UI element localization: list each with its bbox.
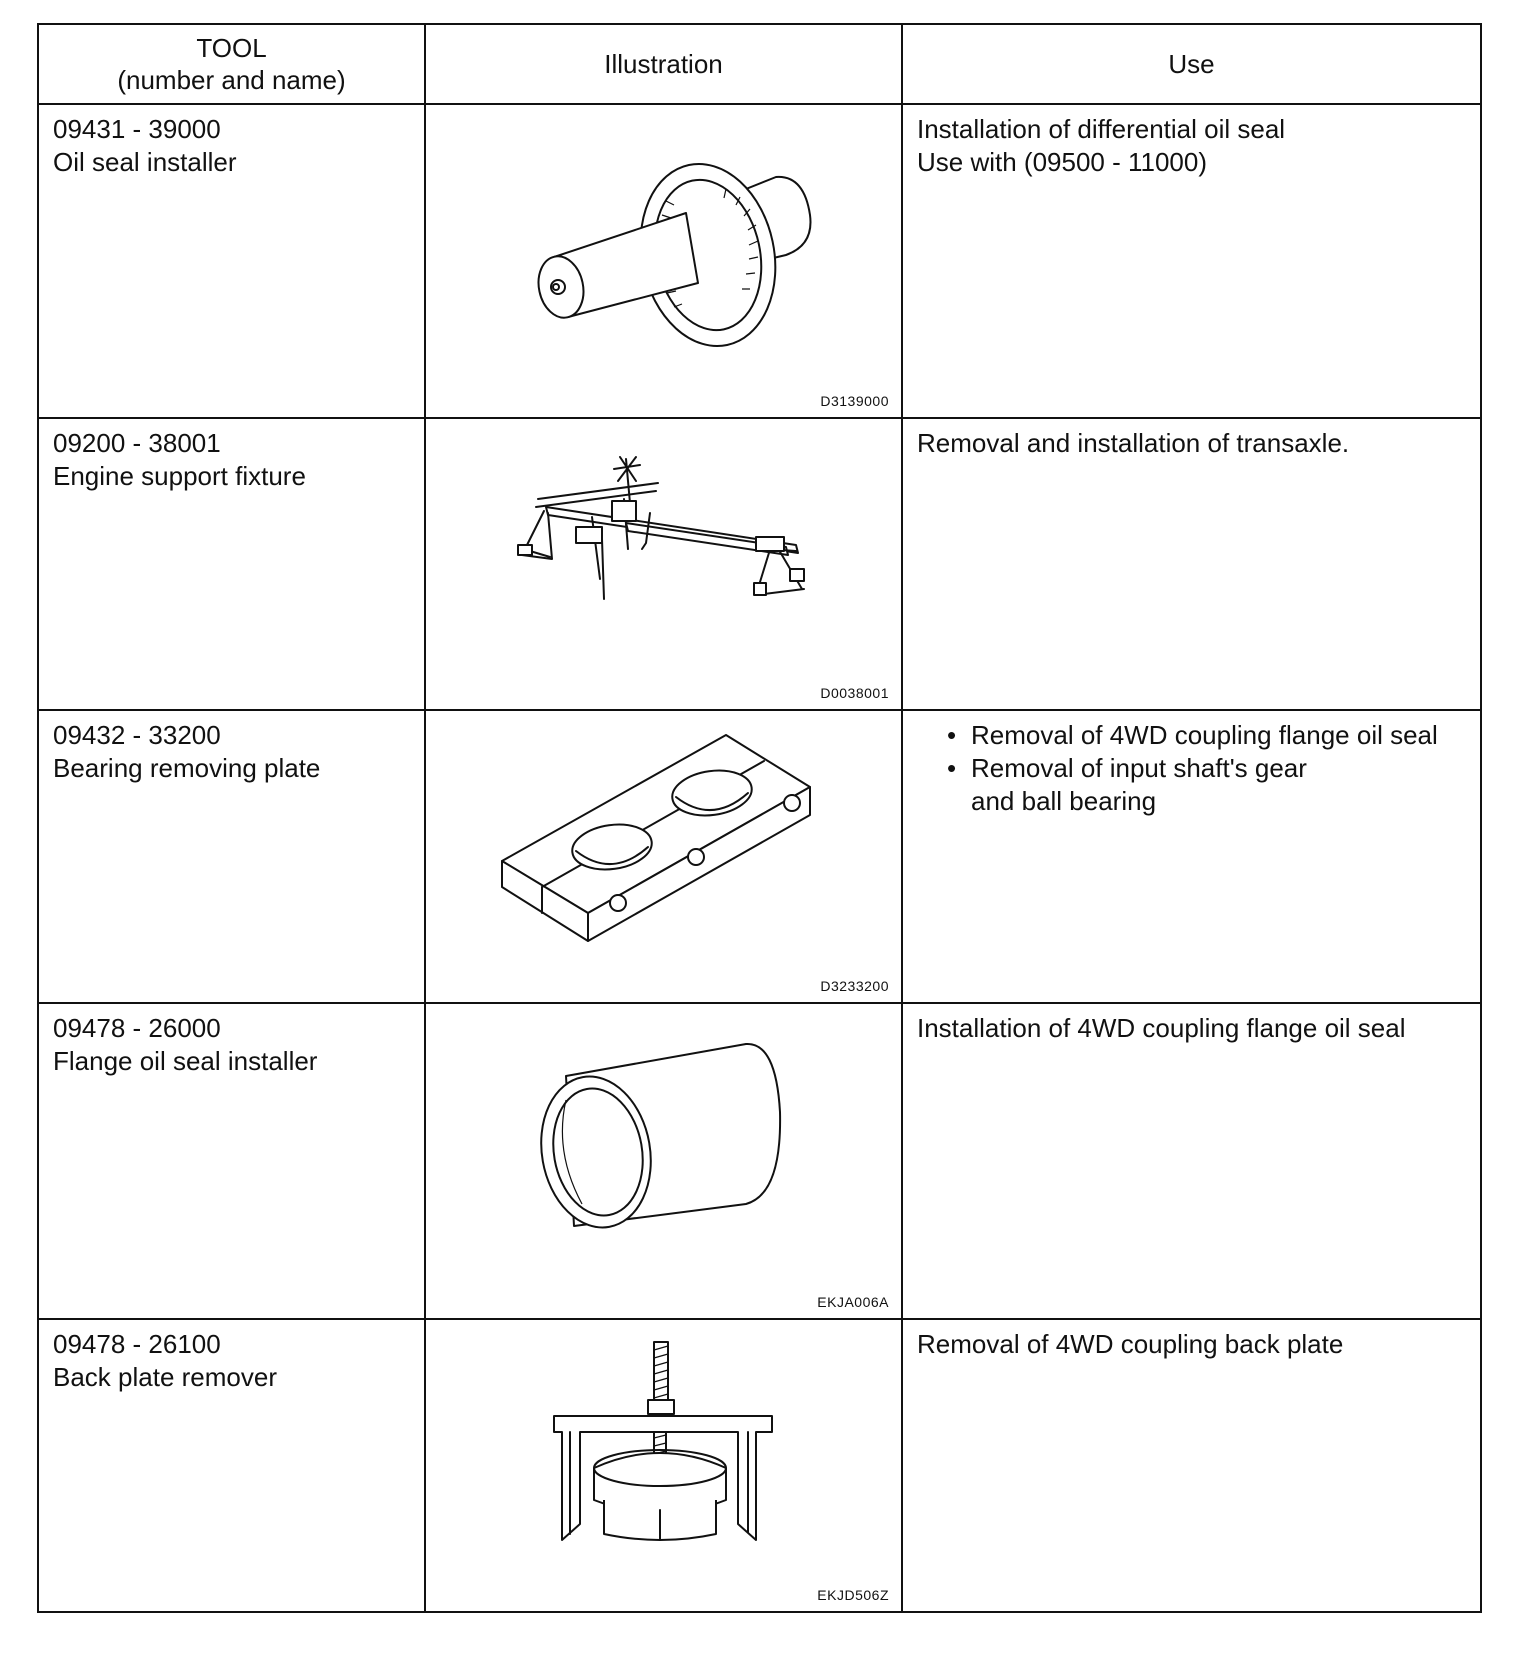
header-tool — [38, 24, 425, 104]
table-row — [38, 1003, 1481, 1319]
header-tool-title: TOOL — [196, 33, 267, 63]
tool-name: Oil seal installer — [53, 147, 237, 177]
use-cell — [902, 710, 1481, 1003]
header-use: Use — [902, 24, 1481, 104]
illustration-cell — [425, 1003, 902, 1319]
back-plate-remover-icon — [426, 1320, 903, 1613]
use-cell — [902, 1003, 1481, 1319]
illustration-cell — [425, 710, 902, 1003]
illustration-cell — [425, 1319, 902, 1612]
use-line: Removal and installation of transaxle. — [917, 428, 1350, 458]
tool-cell — [38, 418, 425, 710]
image-code: EKJD506Z — [817, 1587, 889, 1603]
illustration-cell — [425, 104, 902, 418]
tool-name: Engine support fixture — [53, 461, 306, 491]
tool-cell — [38, 710, 425, 1003]
header-tool-subtitle: (number and name) — [117, 65, 346, 95]
table-header-row — [38, 24, 1481, 104]
use-bullet-list — [917, 719, 1480, 818]
use-cell — [902, 1319, 1481, 1612]
bearing-removing-plate-icon — [426, 711, 903, 1004]
use-bullet: • Removal of 4WD coupling flange oil seal — [951, 719, 1480, 752]
header-illustration: Illustration — [425, 24, 902, 104]
image-code: D3233200 — [820, 978, 889, 994]
tool-number: 09200 - 38001 — [53, 428, 221, 458]
table-row — [38, 418, 1481, 710]
tool-number: 09432 - 33200 — [53, 720, 221, 750]
use-cell — [902, 104, 1481, 418]
flange-oil-seal-installer-icon — [426, 1004, 903, 1320]
special-tools-table — [37, 23, 1482, 1613]
illustration-cell — [425, 418, 902, 710]
image-code: D3139000 — [820, 393, 889, 409]
table-row — [38, 1319, 1481, 1612]
use-line: Use with (09500 - 11000) — [917, 147, 1208, 177]
image-code: EKJA006A — [817, 1294, 889, 1310]
tool-name: Flange oil seal installer — [53, 1046, 318, 1076]
use-line: Installation of 4WD coupling flange oil seal — [917, 1013, 1406, 1043]
use-line: Removal of 4WD coupling back plate — [917, 1329, 1344, 1359]
tool-cell — [38, 104, 425, 418]
use-line: Installation of differential oil seal — [917, 114, 1286, 144]
use-cell — [902, 418, 1481, 710]
tool-number: 09478 - 26000 — [53, 1013, 221, 1043]
tool-cell — [38, 1003, 425, 1319]
use-bullet: • Removal of input shaft's gear — [951, 752, 1480, 785]
tool-name: Bearing removing plate — [53, 753, 321, 783]
tool-number: 09478 - 26100 — [53, 1329, 221, 1359]
oil-seal-installer-icon — [426, 105, 903, 419]
tool-number: 09431 - 39000 — [53, 114, 221, 144]
engine-support-fixture-icon — [426, 419, 903, 711]
tool-cell — [38, 1319, 425, 1612]
table-row — [38, 104, 1481, 418]
tool-name: Back plate remover — [53, 1362, 277, 1392]
image-code: D0038001 — [820, 685, 889, 701]
use-bullet-continuation: and ball bearing — [971, 786, 1157, 816]
table-row — [38, 710, 1481, 1003]
